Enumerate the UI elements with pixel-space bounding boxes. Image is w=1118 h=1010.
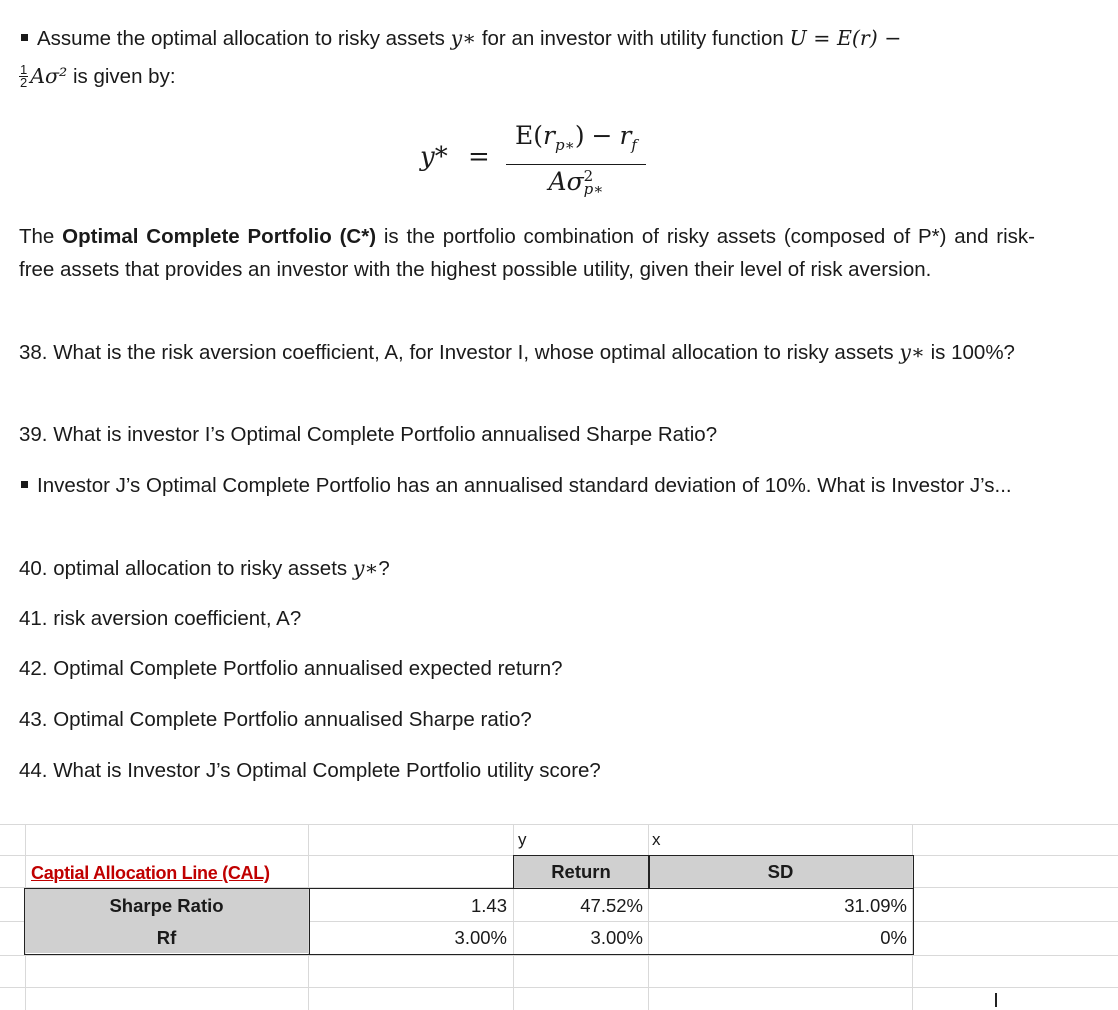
definition-paragraph: The Optimal Complete Portfolio (C*) is the portfolio combination of risky assets (composed of P*) and risk-free assets that provides an investor with the highest possible utility, given their level of risk aversion. (19, 225, 1036, 281)
question-44: 44. What is Investor J’s Optimal Complete Portfolio utility score? (19, 759, 601, 782)
investor-j-intro: Investor J’s Optimal Complete Portfolio has an annualised standard deviation of 10%. What is Investor J’s... (19, 469, 1035, 502)
rf-value[interactable]: 3.00% (454, 927, 507, 948)
col-x-label: x (652, 830, 661, 849)
definition-term: Optimal Complete Portfolio (C*) (62, 225, 377, 248)
portfolio-return-value[interactable]: 47.52% (580, 895, 643, 916)
col-y-label: y (518, 830, 527, 849)
sd-header[interactable]: SD (767, 861, 794, 882)
formula-lhs: y* (420, 142, 448, 172)
question-39: 39. What is investor I’s Optimal Complete Portfolio annualised Sharpe Ratio? (19, 423, 718, 446)
question-40: 40. optimal allocation to risky assets y∗? (19, 556, 390, 580)
formula-numerator: $E(r_{p∗}) - r_f$ (506, 118, 646, 165)
one-half-fraction: $\frac{1}{2}$ (20, 62, 28, 91)
cal-title[interactable]: Captial Allocation Line (CAL) (31, 863, 270, 883)
formula-fraction (506, 118, 646, 199)
sharpe-ratio-label[interactable]: Sharpe Ratio (109, 895, 224, 916)
utility-function-rhs: Aσ² (30, 64, 68, 88)
intro-line-2: $\frac{1}{2}$ Aσ² is given by: (20, 62, 176, 91)
question-38: 38. What is the risk aversion coefficient, A, for Investor I, whose optimal allocation to risky assets y∗ is 100%? (19, 340, 1015, 364)
sharpe-ratio-value[interactable]: 1.43 (470, 895, 507, 916)
intro-line-1: Assume the optimal allocation to risky assets y∗ for an investor with utility function U = E(r) − (19, 22, 901, 55)
portfolio-sd-value[interactable]: 31.09% (844, 895, 907, 916)
utility-function-lhs: U = E(r) − (789, 26, 902, 50)
rf-sd-value[interactable]: 0% (880, 927, 907, 948)
bullet-icon (21, 481, 28, 488)
formula-denominator: Aσ 2 p∗ (548, 167, 604, 199)
rf-return-value[interactable]: 3.00% (590, 927, 643, 948)
rf-label[interactable]: Rf (156, 927, 177, 948)
grid-line (0, 987, 1118, 988)
return-header[interactable]: Return (551, 861, 611, 882)
question-41: 41. risk aversion coefficient, A? (19, 607, 302, 630)
text-cursor-icon (995, 993, 997, 1007)
grid-line (0, 955, 1118, 956)
formula-equals: = (468, 142, 490, 172)
question-43: 43. Optimal Complete Portfolio annualised Sharpe ratio? (19, 708, 532, 731)
y-star-symbol: y∗ (450, 26, 477, 50)
question-42: 42. Optimal Complete Portfolio annualised expected return? (19, 657, 563, 680)
grid-line (0, 824, 1118, 825)
bullet-icon (21, 34, 28, 41)
